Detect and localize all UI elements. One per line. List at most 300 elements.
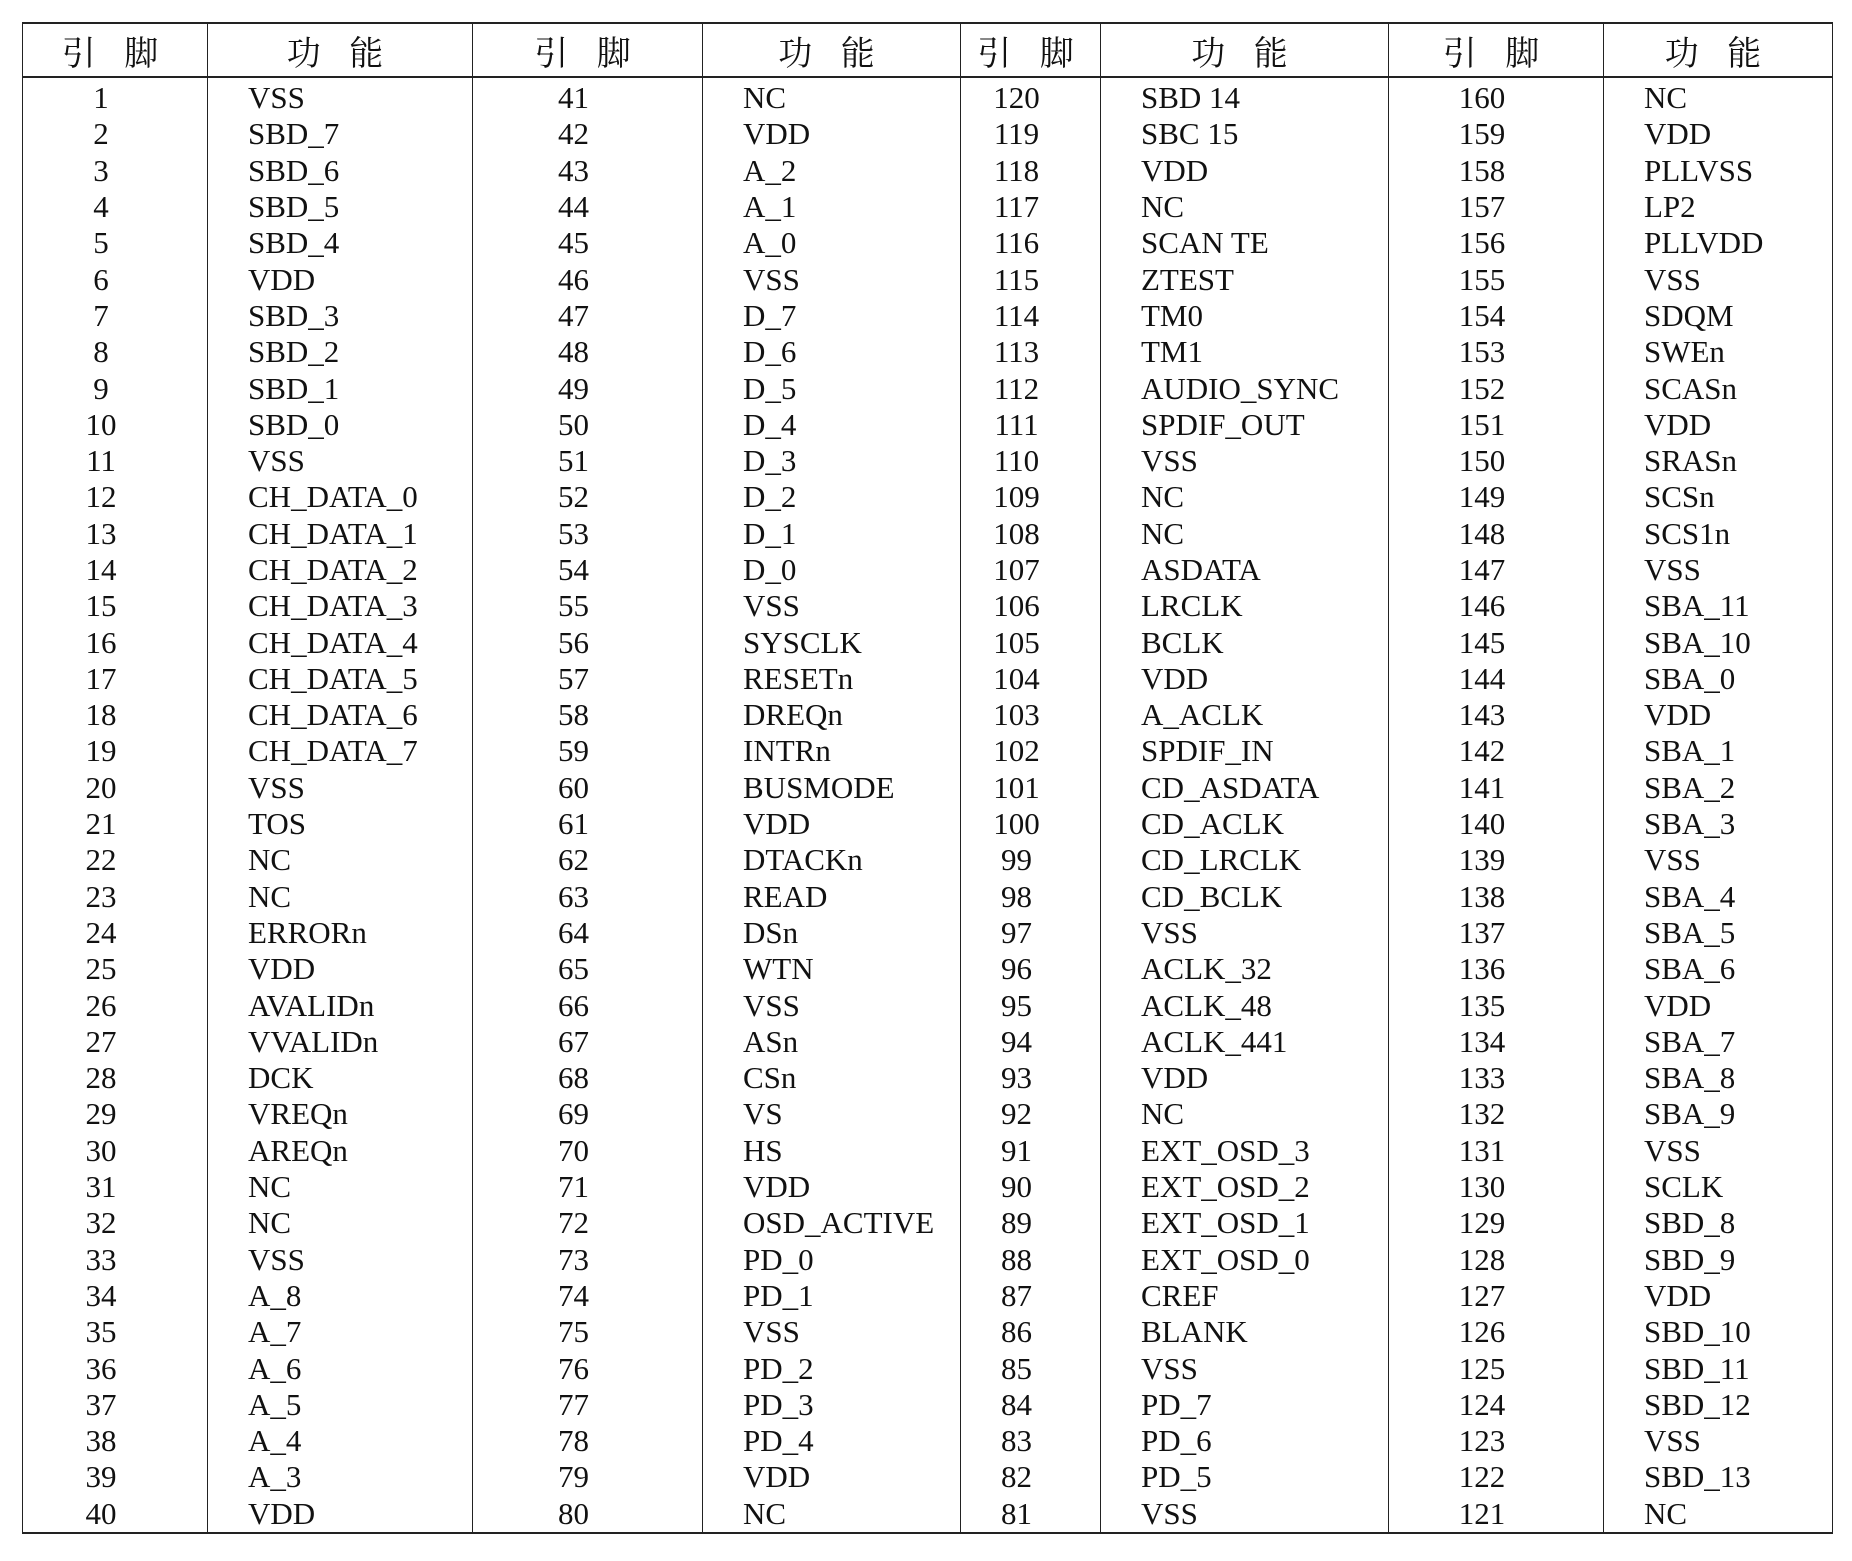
pin-function-cell: D_6 [703,334,961,370]
pin-function-cell: PD_5 [1101,1459,1389,1495]
table-row [23,370,1833,406]
pin-number-cell: 75 [473,1314,703,1350]
pin-function-cell: VSS [1604,1133,1833,1169]
pin-number-cell: 8 [23,334,208,370]
pin-function-cell: SBD_0 [208,407,473,443]
pin-number-cell: 37 [23,1387,208,1423]
pin-number-cell: 57 [473,661,703,697]
pin-function-cell: CH_DATA_2 [208,552,473,588]
pin-number-cell: 125 [1389,1350,1604,1386]
table-row [23,879,1833,915]
pin-function-cell: SBD_10 [1604,1314,1833,1350]
pin-function-cell: NC [1101,479,1389,515]
table-header-row [23,23,1833,77]
pin-function-cell: READ [703,879,961,915]
pin-function-cell: VSS [1604,1423,1833,1459]
pin-function-cell: VSS [1101,1350,1389,1386]
pin-function-cell: VDD [703,1459,961,1495]
table-row [23,1024,1833,1060]
pin-function-cell: WTN [703,951,961,987]
pin-function-cell: SBD_12 [1604,1387,1833,1423]
pin-function-cell: VDD [1604,697,1833,733]
pin-function-cell: NC [1101,189,1389,225]
pin-function-cell: SBA_9 [1604,1096,1833,1132]
pin-number-cell: 27 [23,1024,208,1060]
pin-function-cell: VSS [1604,552,1833,588]
pin-function-cell: A_1 [703,189,961,225]
pin-number-cell: 146 [1389,588,1604,624]
pin-number-cell: 33 [23,1242,208,1278]
pin-number-cell: 1 [23,77,208,116]
pin-number-cell: 83 [961,1423,1101,1459]
pin-number-cell: 86 [961,1314,1101,1350]
pin-number-cell: 148 [1389,516,1604,552]
pin-function-cell: VSS [208,770,473,806]
table-row [23,697,1833,733]
pin-number-cell: 135 [1389,987,1604,1023]
pin-function-table [22,22,1833,1534]
pin-number-cell: 126 [1389,1314,1604,1350]
pin-number-cell: 78 [473,1423,703,1459]
pin-number-cell: 61 [473,806,703,842]
pin-function-cell: CH_DATA_1 [208,516,473,552]
pin-number-cell: 34 [23,1278,208,1314]
pin-function-cell: SBC 15 [1101,116,1389,152]
pin-number-cell: 42 [473,116,703,152]
pin-number-cell: 21 [23,806,208,842]
pin-number-cell: 134 [1389,1024,1604,1060]
pin-function-cell: ASn [703,1024,961,1060]
pin-number-cell: 152 [1389,370,1604,406]
pin-function-cell: CREF [1101,1278,1389,1314]
pin-number-cell: 77 [473,1387,703,1423]
pin-function-cell: VVALIDn [208,1024,473,1060]
pin-number-cell: 105 [961,624,1101,660]
pin-function-cell: VSS [208,77,473,116]
pin-number-cell: 22 [23,842,208,878]
table-row [23,334,1833,370]
pin-function-cell: SBD_5 [208,189,473,225]
pin-number-cell: 107 [961,552,1101,588]
pin-function-cell: A_2 [703,153,961,189]
pin-function-cell: VSS [1604,261,1833,297]
pin-function-cell: CH_DATA_5 [208,661,473,697]
pin-function-cell: SWEn [1604,334,1833,370]
pin-number-cell: 69 [473,1096,703,1132]
pin-number-cell: 28 [23,1060,208,1096]
pin-function-cell: EXT_OSD_3 [1101,1133,1389,1169]
pin-function-cell: NC [1101,516,1389,552]
pin-number-cell: 89 [961,1205,1101,1241]
pin-number-cell: 36 [23,1350,208,1386]
pin-number-cell: 16 [23,624,208,660]
pin-number-cell: 44 [473,189,703,225]
table-row [23,77,1833,116]
pin-function-cell: SCLK [1604,1169,1833,1205]
pin-function-cell: SCAN TE [1101,225,1389,261]
pin-number-cell: 99 [961,842,1101,878]
pin-function-cell: A_0 [703,225,961,261]
pin-function-cell: VSS [703,261,961,297]
pin-function-cell: LP2 [1604,189,1833,225]
table-row [23,915,1833,951]
pin-function-cell: NC [703,77,961,116]
pin-number-cell: 88 [961,1242,1101,1278]
pin-number-cell: 62 [473,842,703,878]
function-column-header: 功 能 [1101,23,1389,77]
pin-function-cell: CH_DATA_0 [208,479,473,515]
pin-number-cell: 20 [23,770,208,806]
pin-function-cell: VDD [1604,407,1833,443]
pin-column-header: 引 脚 [23,23,208,77]
pin-function-cell: NC [208,1205,473,1241]
pin-function-cell: CD_ACLK [1101,806,1389,842]
pin-number-cell: 52 [473,479,703,515]
pin-function-cell: NC [208,842,473,878]
pin-number-cell: 140 [1389,806,1604,842]
pin-function-cell: LRCLK [1101,588,1389,624]
pin-number-cell: 3 [23,153,208,189]
pin-number-cell: 160 [1389,77,1604,116]
pin-number-cell: 76 [473,1350,703,1386]
pin-function-cell: ERRORn [208,915,473,951]
pin-function-cell: SBA_7 [1604,1024,1833,1060]
pin-number-cell: 158 [1389,153,1604,189]
pin-number-cell: 157 [1389,189,1604,225]
table-row [23,1060,1833,1096]
pin-function-cell: SBA_10 [1604,624,1833,660]
table-row [23,806,1833,842]
pin-number-cell: 87 [961,1278,1101,1314]
pin-function-cell: PD_4 [703,1423,961,1459]
pin-function-cell: SDQM [1604,298,1833,334]
pin-number-cell: 90 [961,1169,1101,1205]
pin-function-cell: SBA_6 [1604,951,1833,987]
pin-number-cell: 139 [1389,842,1604,878]
pin-function-cell: D_2 [703,479,961,515]
pin-function-cell: DREQn [703,697,961,733]
table-row [23,1242,1833,1278]
pin-function-cell: NC [703,1496,961,1533]
table-row [23,987,1833,1023]
pin-function-cell: DSn [703,915,961,951]
pin-function-cell: VSS [208,443,473,479]
pin-function-cell: VSS [1101,443,1389,479]
pin-number-cell: 113 [961,334,1101,370]
pin-function-cell: INTRn [703,733,961,769]
pin-number-cell: 15 [23,588,208,624]
pin-function-cell: VDD [1101,661,1389,697]
pin-function-cell: DTACKn [703,842,961,878]
pin-number-cell: 39 [23,1459,208,1495]
pin-number-cell: 63 [473,879,703,915]
pin-function-cell: VS [703,1096,961,1132]
pin-number-cell: 23 [23,879,208,915]
pin-function-cell: NC [208,1169,473,1205]
pin-number-cell: 112 [961,370,1101,406]
pin-number-cell: 59 [473,733,703,769]
pin-number-cell: 47 [473,298,703,334]
pin-number-cell: 45 [473,225,703,261]
pin-function-cell: D_1 [703,516,961,552]
pin-number-cell: 7 [23,298,208,334]
pin-number-cell: 6 [23,261,208,297]
pin-number-cell: 73 [473,1242,703,1278]
pin-number-cell: 79 [473,1459,703,1495]
pin-number-cell: 133 [1389,1060,1604,1096]
pin-function-cell: VDD [1101,153,1389,189]
pin-number-cell: 130 [1389,1169,1604,1205]
pin-function-cell: SBA_3 [1604,806,1833,842]
table-row [23,842,1833,878]
pin-function-cell: SBD_8 [1604,1205,1833,1241]
pin-function-cell: DCK [208,1060,473,1096]
pin-function-cell: VSS [208,1242,473,1278]
pin-function-cell: VDD [1101,1060,1389,1096]
pin-function-cell: PD_0 [703,1242,961,1278]
pin-function-cell: D_4 [703,407,961,443]
pin-number-cell: 114 [961,298,1101,334]
pin-function-cell: PD_3 [703,1387,961,1423]
pin-number-cell: 154 [1389,298,1604,334]
pin-function-cell: SBD_9 [1604,1242,1833,1278]
pin-number-cell: 68 [473,1060,703,1096]
table-row [23,189,1833,225]
pin-number-cell: 129 [1389,1205,1604,1241]
pin-function-cell: D_5 [703,370,961,406]
pin-function-cell: RESETn [703,661,961,697]
pin-column-header: 引 脚 [961,23,1101,77]
table-row [23,1133,1833,1169]
pin-function-cell: CSn [703,1060,961,1096]
pin-number-cell: 136 [1389,951,1604,987]
pin-function-cell: EXT_OSD_0 [1101,1242,1389,1278]
pin-number-cell: 80 [473,1496,703,1533]
pin-function-cell: VSS [703,987,961,1023]
pin-column-header: 引 脚 [1389,23,1604,77]
table-row [23,1169,1833,1205]
pin-number-cell: 53 [473,516,703,552]
pin-function-cell: PD_7 [1101,1387,1389,1423]
pin-number-cell: 110 [961,443,1101,479]
pin-function-cell: SBD_7 [208,116,473,152]
pin-function-cell: VSS [1604,842,1833,878]
table-row [23,516,1833,552]
pin-number-cell: 93 [961,1060,1101,1096]
pin-number-cell: 91 [961,1133,1101,1169]
pin-number-cell: 58 [473,697,703,733]
pin-number-cell: 98 [961,879,1101,915]
pin-function-cell: ACLK_441 [1101,1024,1389,1060]
pin-function-cell: D_3 [703,443,961,479]
pin-function-cell: VDD [208,261,473,297]
pin-number-cell: 156 [1389,225,1604,261]
pin-function-cell: SBD_13 [1604,1459,1833,1495]
table-row [23,588,1833,624]
pin-number-cell: 104 [961,661,1101,697]
pin-function-cell: TM0 [1101,298,1389,334]
pin-number-cell: 48 [473,334,703,370]
table-row [23,1459,1833,1495]
pin-number-cell: 147 [1389,552,1604,588]
pin-number-cell: 17 [23,661,208,697]
pin-function-cell: PD_2 [703,1350,961,1386]
pin-function-cell: SBA_4 [1604,879,1833,915]
table-row [23,407,1833,443]
pin-number-cell: 40 [23,1496,208,1533]
pin-number-cell: 49 [473,370,703,406]
pin-function-cell: D_7 [703,298,961,334]
pin-function-cell: VDD [1604,1278,1833,1314]
pin-function-cell: BUSMODE [703,770,961,806]
pin-number-cell: 116 [961,225,1101,261]
pin-function-cell: NC [1604,1496,1833,1533]
pin-function-cell: SCASn [1604,370,1833,406]
pin-number-cell: 141 [1389,770,1604,806]
pin-function-cell: VDD [1604,116,1833,152]
pin-number-cell: 13 [23,516,208,552]
table-row [23,1387,1833,1423]
pin-number-cell: 109 [961,479,1101,515]
table-row [23,1350,1833,1386]
table-row [23,1423,1833,1459]
pin-function-cell: AUDIO_SYNC [1101,370,1389,406]
pin-number-cell: 138 [1389,879,1604,915]
table-row [23,298,1833,334]
pin-number-cell: 144 [1389,661,1604,697]
pin-number-cell: 155 [1389,261,1604,297]
pin-function-cell: BCLK [1101,624,1389,660]
pin-number-cell: 101 [961,770,1101,806]
pin-number-cell: 29 [23,1096,208,1132]
pin-function-cell: OSD_ACTIVE [703,1205,961,1241]
pin-number-cell: 115 [961,261,1101,297]
pin-function-cell: HS [703,1133,961,1169]
pin-function-cell: TM1 [1101,334,1389,370]
pin-number-cell: 95 [961,987,1101,1023]
pin-function-cell: SBD_2 [208,334,473,370]
pin-function-cell: VDD [703,806,961,842]
pin-number-cell: 96 [961,951,1101,987]
function-column-header: 功 能 [1604,23,1833,77]
pin-number-cell: 60 [473,770,703,806]
table-body [23,77,1833,1533]
table-row [23,153,1833,189]
pin-number-cell: 106 [961,588,1101,624]
pin-number-cell: 81 [961,1496,1101,1533]
table-row [23,624,1833,660]
pin-function-cell: CD_BCLK [1101,879,1389,915]
pin-function-cell: CH_DATA_4 [208,624,473,660]
pin-number-cell: 150 [1389,443,1604,479]
table-row [23,733,1833,769]
pin-function-cell: SBD_3 [208,298,473,334]
table-row [23,770,1833,806]
pin-number-cell: 70 [473,1133,703,1169]
table-row [23,1314,1833,1350]
pin-function-cell: CH_DATA_7 [208,733,473,769]
pin-function-cell: VREQn [208,1096,473,1132]
pin-function-cell: SBD_4 [208,225,473,261]
pin-number-cell: 56 [473,624,703,660]
table-row [23,261,1833,297]
table-row [23,951,1833,987]
pin-function-cell: PLLVDD [1604,225,1833,261]
pin-number-cell: 55 [473,588,703,624]
pin-number-cell: 103 [961,697,1101,733]
pin-function-cell: A_6 [208,1350,473,1386]
pin-number-cell: 119 [961,116,1101,152]
pin-function-cell: AREQn [208,1133,473,1169]
pin-number-cell: 26 [23,987,208,1023]
pin-number-cell: 35 [23,1314,208,1350]
pin-number-cell: 111 [961,407,1101,443]
pin-number-cell: 24 [23,915,208,951]
pin-function-cell: SBD_6 [208,153,473,189]
pin-number-cell: 51 [473,443,703,479]
pin-number-cell: 127 [1389,1278,1604,1314]
pin-function-cell: BLANK [1101,1314,1389,1350]
pin-function-cell: SBA_8 [1604,1060,1833,1096]
pin-number-cell: 46 [473,261,703,297]
pin-function-cell: VDD [703,1169,961,1205]
pin-number-cell: 50 [473,407,703,443]
pin-function-cell: A_5 [208,1387,473,1423]
pin-function-cell: VDD [703,116,961,152]
pin-function-cell: SPDIF_IN [1101,733,1389,769]
pin-function-cell: VSS [703,1314,961,1350]
pin-number-cell: 65 [473,951,703,987]
pin-number-cell: 159 [1389,116,1604,152]
table-row [23,479,1833,515]
pin-function-cell: VDD [1604,987,1833,1023]
pin-number-cell: 124 [1389,1387,1604,1423]
pin-number-cell: 108 [961,516,1101,552]
pin-number-cell: 143 [1389,697,1604,733]
pin-function-cell: PD_6 [1101,1423,1389,1459]
pin-number-cell: 122 [1389,1459,1604,1495]
pin-number-cell: 121 [1389,1496,1604,1533]
pin-number-cell: 74 [473,1278,703,1314]
pin-number-cell: 12 [23,479,208,515]
pin-number-cell: 102 [961,733,1101,769]
pin-number-cell: 151 [1389,407,1604,443]
pin-number-cell: 43 [473,153,703,189]
pin-function-cell: ACLK_48 [1101,987,1389,1023]
pin-function-cell: CH_DATA_6 [208,697,473,733]
pin-function-cell: SBA_2 [1604,770,1833,806]
pin-number-cell: 118 [961,153,1101,189]
pin-number-cell: 82 [961,1459,1101,1495]
pin-number-cell: 31 [23,1169,208,1205]
pin-number-cell: 153 [1389,334,1604,370]
function-column-header: 功 能 [703,23,961,77]
pin-function-cell: A_7 [208,1314,473,1350]
pin-function-cell: SCS1n [1604,516,1833,552]
pin-number-cell: 92 [961,1096,1101,1132]
pin-number-cell: 9 [23,370,208,406]
pin-number-cell: 5 [23,225,208,261]
table-row [23,552,1833,588]
pin-number-cell: 67 [473,1024,703,1060]
pin-number-cell: 131 [1389,1133,1604,1169]
pin-function-cell: NC [1101,1096,1389,1132]
pin-function-cell: VSS [1101,915,1389,951]
pin-number-cell: 66 [473,987,703,1023]
pin-number-cell: 10 [23,407,208,443]
pin-function-cell: AVALIDn [208,987,473,1023]
pin-function-cell: SBA_1 [1604,733,1833,769]
